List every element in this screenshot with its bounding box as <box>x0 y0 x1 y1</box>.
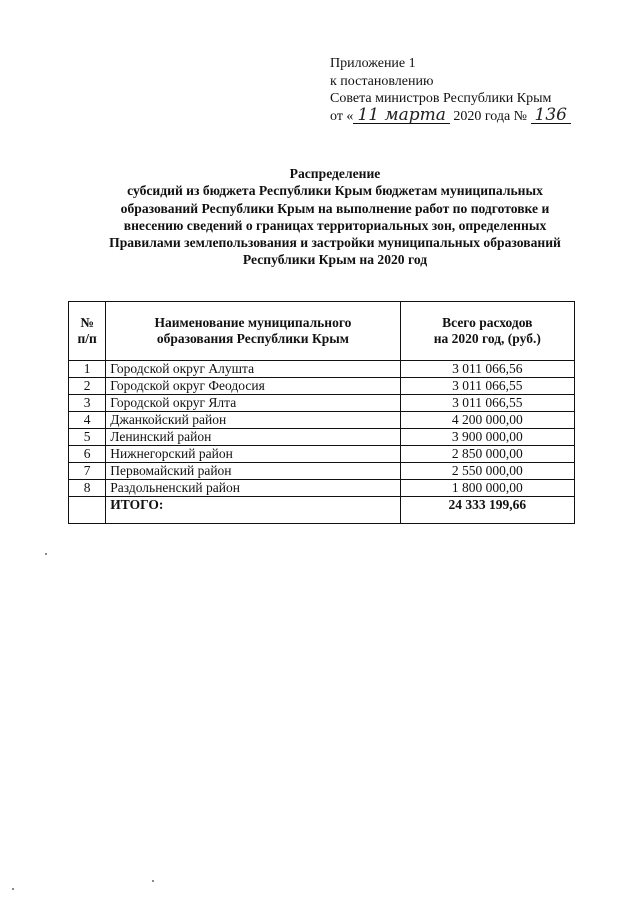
row-sum: 4 200 000,00 <box>400 412 574 429</box>
scan-speck <box>12 888 14 890</box>
table-row <box>69 378 575 395</box>
row-number: 7 <box>69 463 106 480</box>
table-row <box>69 412 575 429</box>
date-middle: 2020 года № <box>449 108 531 124</box>
title-line-6: Республики Крым на 2020 год <box>242 252 428 268</box>
table-row <box>69 446 575 463</box>
row-name: Городской округ Ялта <box>106 395 400 412</box>
row-sum: 3 011 066,56 <box>400 361 574 378</box>
header-sum: Всего расходов на 2020 год, (руб.) <box>400 302 574 361</box>
row-sum: 2 550 000,00 <box>400 463 574 480</box>
table-row <box>69 463 575 480</box>
table-row <box>69 361 575 378</box>
title-line-1: Распределение <box>289 166 381 181</box>
row-number: 5 <box>69 429 106 446</box>
row-name: Городской округ Алушта <box>106 361 400 378</box>
appendix-council: Совета министров Республики Крым <box>330 91 552 106</box>
row-sum: 3 900 000,00 <box>400 429 574 446</box>
title-line-5: Правилами землепользования и застройки муниципальных образований <box>109 235 561 251</box>
row-sum: 1 800 000,00 <box>400 480 574 497</box>
appendix-title: Приложение 1 <box>330 56 416 71</box>
row-sum: 2 850 000,00 <box>400 446 574 463</box>
title-line-3: образований Республики Крым на выполнение работ по подготовке и <box>120 200 550 216</box>
title-line-4: внесению сведений о границах территориальных зон, определенных <box>123 217 547 233</box>
scan-speck <box>45 553 47 555</box>
date-prefix: от « <box>330 108 354 124</box>
title-line-2: субсидий из бюджета Республики Крым бюджетам муниципальных <box>127 183 543 199</box>
subsidy-table <box>68 301 575 524</box>
row-number: 4 <box>69 412 106 429</box>
scan-speck <box>152 880 154 882</box>
row-name: Ленинский район <box>106 429 400 446</box>
handwritten-number: 136 <box>531 108 571 124</box>
row-number: 6 <box>69 446 106 463</box>
row-number: 8 <box>69 480 106 497</box>
row-name: Джанкойский район <box>106 412 400 429</box>
document-title <box>60 165 610 269</box>
table-row <box>69 395 575 412</box>
row-number: 2 <box>69 378 106 395</box>
total-number <box>69 497 106 524</box>
row-number: 1 <box>69 361 106 378</box>
row-sum: 3 011 066,55 <box>400 395 574 412</box>
table-header-row <box>69 302 575 361</box>
row-name: Городской округ Феодосия <box>106 378 400 395</box>
total-row <box>69 497 575 524</box>
row-name: Раздольненский район <box>106 480 400 497</box>
appendix-block <box>330 55 571 125</box>
row-name: Первомайский район <box>106 463 400 480</box>
table-row <box>69 480 575 497</box>
total-sum: 24 333 199,66 <box>400 497 574 524</box>
row-number: 3 <box>69 395 106 412</box>
row-sum: 3 011 066,55 <box>400 378 574 395</box>
header-number: № п/п <box>69 302 106 361</box>
row-name: Нижнегорский район <box>106 446 400 463</box>
appendix-date-line <box>330 104 571 126</box>
appendix-resolution: к постановлению <box>330 73 434 89</box>
handwritten-date: 11 марта <box>353 108 449 124</box>
total-label: ИТОГО: <box>106 497 400 524</box>
header-name: Наименование муниципального образования Республики Крым <box>106 302 400 361</box>
table-row <box>69 429 575 446</box>
